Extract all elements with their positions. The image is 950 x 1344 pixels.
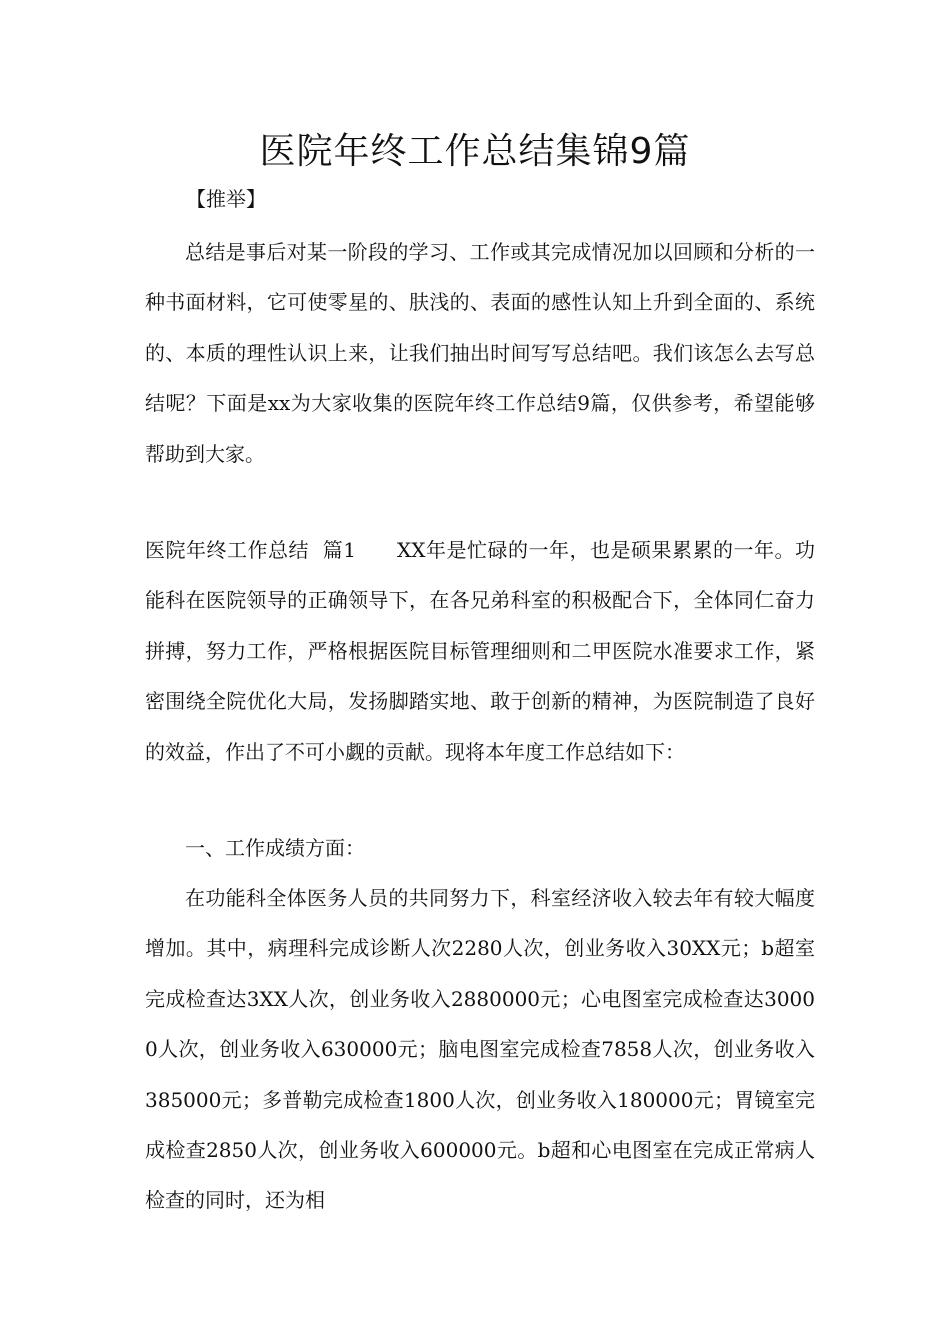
document-title: 医院年终工作总结集锦9篇 [259, 131, 691, 172]
intro-paragraph: 总结是事后对某一阶段的学习、工作或其完成情况加以回顾和分析的一种书面材料，它可使零星的、肤浅的、表面的感性认知上升到全面的、系统的、本质的理性认识上来，让我们抽出时间写写总结吧。我们该怎么去写总结呢？下面是xx为大家收集的医院年终工作总结9篇，仅供参考，希望能够帮助到大家。 [145, 240, 815, 466]
subheading-work-achievements: 一、工作成绩方面： [185, 836, 365, 860]
recommend-tag: 【推举】 [186, 187, 266, 211]
achievements-paragraph: 在功能科全体医务人员的共同努力下，科室经济收入较去年有较大幅度增加。其中，病理科完成诊断人次2280人次，创业务收入30XX元；b超室完成检查达3XX人次，创业务收入2880000元；心电图室完成检查达30000人次，创业务收入630000元；脑电图室完成检查7858人次，创业务收入385000元；多普勒完成检查1800人次，创业务收入180000元；胃镜室完成检查2850人次，创业务收入600000元。b超和心电图室在完成正常病人检查的同时，还为相 [145, 886, 815, 1213]
section-1-paragraph: 医院年终工作总结 篇1 XX年是忙碌的一年，也是硕果累累的一年。功能科在医院领导的正确领导下，在各兄弟科室的积极配合下，全体同仁奋力拼搏，努力工作，严格根据医院目标管理细则和二甲医院水准要求工作，紧密围绕全院优化大局，发扬脚踏实地、敢于创新的精神，为医院制造了良好的效益，作出了不可小觑的贡献。现将本年度工作总结如下： [145, 538, 815, 764]
